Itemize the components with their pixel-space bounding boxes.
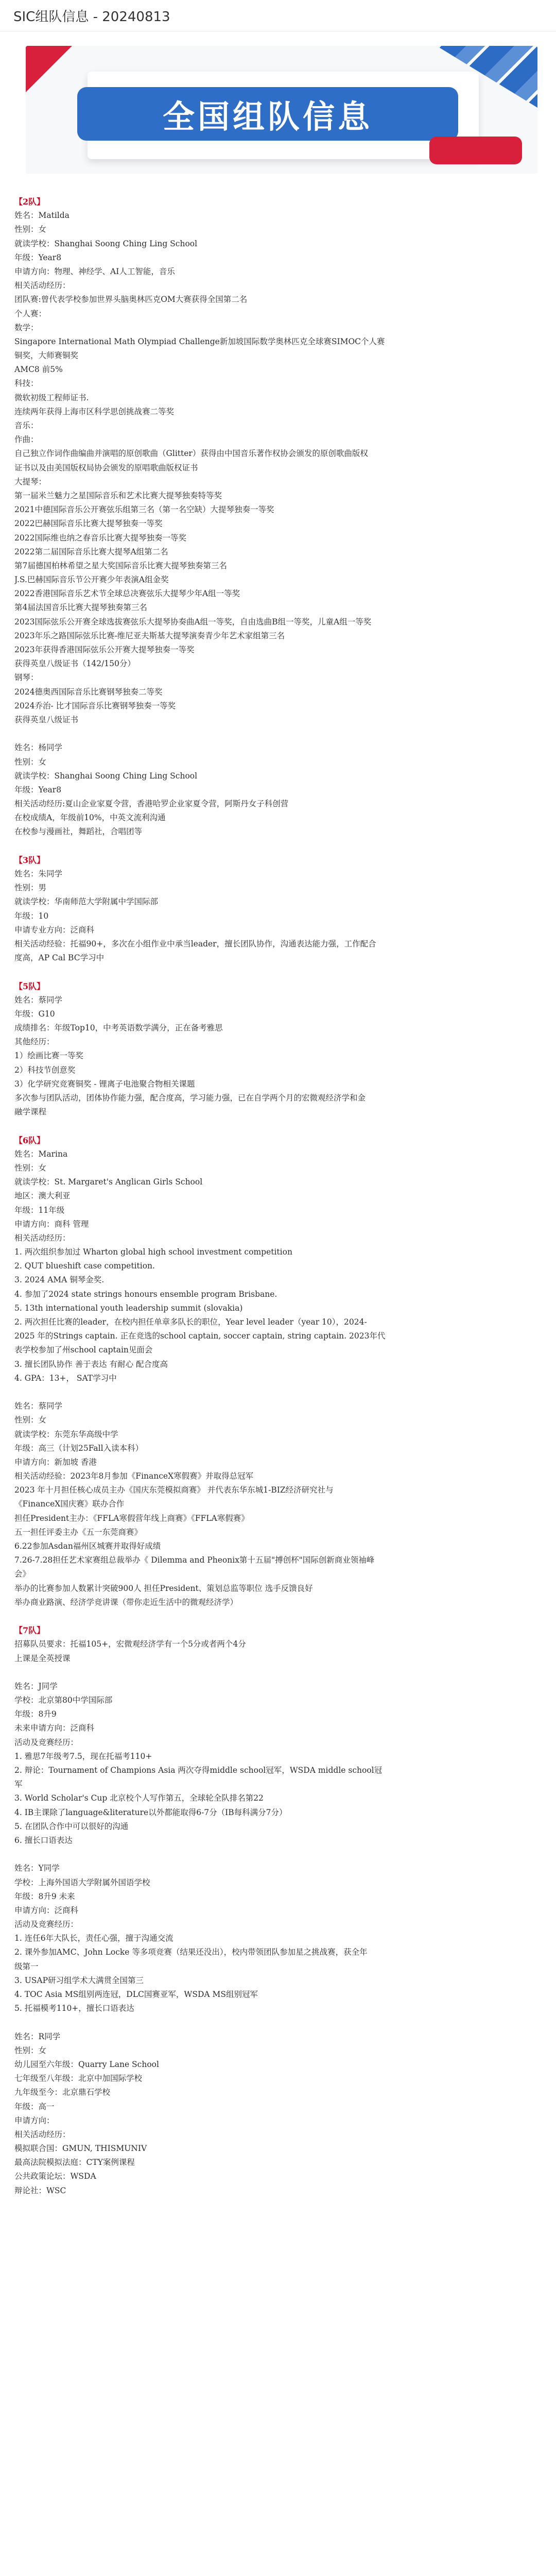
paragraph-gap — [14, 2015, 550, 2029]
text-line: 3. USAP研习组学术大满贯全国第三 — [14, 1975, 144, 1985]
text-line: 性别：女 — [14, 1415, 47, 1425]
paragraph-gap — [14, 839, 550, 853]
text-line: 姓名：Y同学 — [14, 1863, 60, 1873]
text-line: 在校成绩A，年级前10%，中英文流利沟通 — [14, 813, 166, 823]
text-line: 2. 辩论：Tournament of Champions Asia 两次夺得middle school冠军，WSDA middle school冠 — [14, 1766, 383, 1775]
text-line: 《FinanceX国庆赛》联办合作 — [14, 1499, 125, 1509]
text-line: 3）化学研究竞赛铜奖 - 锂离子电池聚合物相关课题 — [14, 1079, 195, 1089]
text-line: 九年级至今：北京鼎石学校 — [14, 2088, 111, 2097]
text-line: 就读学校：Shanghai Soong Ching Ling School — [14, 771, 198, 781]
paragraph-gap — [14, 965, 550, 979]
banner-image — [26, 46, 537, 174]
text-line: 2. 课外参加AMC、John Locke 等多项竞赛（结果还没出），校内带领团队参加星之挑战赛，获全年 — [14, 1947, 368, 1957]
text-line: 获得英皇八级证书（142/150分） — [14, 659, 135, 669]
article-body — [14, 195, 550, 2198]
text-line: 2022第二届国际音乐比赛大提琴A组第二名 — [14, 547, 168, 556]
text-line: 性别：男 — [14, 883, 47, 893]
text-line: 就读学校：St. Margaret's Anglican Girls School — [14, 1177, 203, 1187]
text-line: 模拟联合国：GMUN, THISMUNIV — [14, 2144, 147, 2154]
text-line: 大提琴： — [14, 477, 47, 486]
team-heading: 【2队】 — [14, 197, 45, 207]
text-line: 4. TOC Asia MS组别两连冠，DLC国赛亚军，WSDA MS组别冠军 — [14, 1990, 258, 1999]
text-line: 会》 — [14, 1569, 31, 1579]
text-line: 1. 雅思7年级考7.5，现在托福考110+ — [14, 1751, 152, 1761]
team-heading: 【3队】 — [14, 855, 45, 865]
text-line: 举办的比赛参加人数累计突破900人 担任President、策划总监等职位 选手反馈良好 — [14, 1583, 313, 1593]
text-line: 科技： — [14, 379, 39, 388]
text-line: 第一届米兰魅力之星国际音乐和艺术比赛大提琴独奏特等奖 — [14, 490, 222, 500]
paragraph-gap — [14, 1848, 550, 1861]
text-line: 五一担任评委主办《五一东莞商赛》 — [14, 1527, 143, 1537]
text-line: 其他经历： — [14, 1037, 55, 1047]
text-line: 活动及竞赛经历： — [14, 1737, 79, 1747]
text-line: 申请方向：商科 管理 — [14, 1219, 89, 1229]
text-line: 成绩排名：年级Top10，中考英语数学满分，正在备考雅思 — [14, 1023, 223, 1033]
text-line: 相关活动经历:夏山企业家夏令营，香港哈罗企业家夏令营，阿斯丹女子科创营 — [14, 799, 289, 809]
text-line: 2023 年十月担任核心成员主办《国庆东莞模拟商赛》 并代表东华东城1-BIZ经济研究社与 — [14, 1485, 334, 1495]
team-heading: 【7队】 — [14, 1625, 45, 1636]
text-line: 1. 两次组织参加过 Wharton global high school investment competition — [14, 1247, 292, 1257]
page-header — [0, 0, 556, 31]
text-line: 多次参与团队活动，团体协作能力强，配合度高，学习能力强，已在自学两个月的宏微观经济学和金 — [14, 1093, 366, 1103]
text-line: 个人赛： — [14, 309, 47, 318]
text-line: 钢琴： — [14, 673, 39, 683]
banner-title-bar — [77, 87, 458, 141]
text-line: 学校：北京第80中学国际部 — [14, 1696, 113, 1705]
text-line: 年级：8升9 未来 — [14, 1891, 75, 1901]
text-line: 担任President主办：《FFLA寒假营年线上商赛》《FFLA寒假赛》 — [14, 1513, 249, 1523]
text-line: 5. 托福模考110+，擅长口语表达 — [14, 2004, 134, 2013]
text-line: 3. 2024 AMA 铜琴金奖. — [14, 1275, 105, 1285]
text-line: 6.22参加Asdan福州区城赛并取得好成绩 — [14, 1541, 161, 1551]
text-line: 地区：澳大利亚 — [14, 1191, 71, 1201]
text-line: 4. 参加了2024 state strings honours ensemble program Brisbane. — [14, 1289, 277, 1299]
text-line: 作曲： — [14, 435, 39, 445]
text-line: 微软初级工程师证书. — [14, 393, 89, 402]
text-line: 自己独立作词作曲编曲并演唱的原创歌曲（Glitter）获得由中国音乐著作权协会颁发的原创歌曲版权 — [14, 449, 368, 459]
paragraph-gap — [14, 1385, 550, 1399]
text-line: 2025 年的Strings captain. 正在竞选的school captain, soccer captain, string captain. 2023年代 — [14, 1331, 386, 1341]
text-line: 活动及竞赛经历： — [14, 1920, 79, 1929]
text-line: 七年级至八年级：北京中加国际学校 — [14, 2074, 143, 2083]
text-line: 相关活动经历： — [14, 2129, 71, 2139]
text-line: 性别：女 — [14, 2045, 47, 2055]
text-line: 证书以及由美国版权局协会颁发的原唱歌曲版权证书 — [14, 463, 198, 472]
text-line: 年级：8升9 — [14, 1709, 57, 1719]
text-line: 在校参与漫画社，舞蹈社，合唱团等 — [14, 827, 143, 837]
text-line: 相关活动经验：托福90+，多次在小组作业中承当leader，擅长团队协作，沟通表达能力强，工作配合 — [14, 939, 376, 948]
text-line: 学校：上海外国语大学附属外国语学校 — [14, 1877, 150, 1887]
text-line: 2023国际弦乐公开赛全球选拔赛弦乐大提琴协奏曲A组一等奖，自由选曲B组一等奖，儿童A组一等奖 — [14, 617, 372, 626]
paragraph-gap — [14, 727, 550, 741]
text-line: 幼儿园至六年级：Quarry Lane School — [14, 2059, 159, 2069]
text-line: 相关活动经历： — [14, 281, 71, 291]
text-line: 就读学校：Shanghai Soong Ching Ling School — [14, 239, 198, 248]
text-line: 6. 擅长口语表达 — [14, 1835, 73, 1845]
text-line: 1）绘画比赛一等奖 — [14, 1051, 83, 1061]
text-line: 音乐： — [14, 421, 39, 430]
text-line: 表学校参加了州school captain见面会 — [14, 1345, 153, 1355]
text-line: 3. 擅长团队协作 善于表达 有耐心 配合度高 — [14, 1359, 168, 1369]
text-line: 军 — [14, 1780, 23, 1789]
text-line: 级第一 — [14, 1961, 39, 1971]
text-line: 上课是全英授课 — [14, 1653, 71, 1663]
text-line: 度高，AP Cal BC学习中 — [14, 953, 105, 963]
text-line: 第7届德国柏林希望之星大奖国际音乐比赛大提琴独奏第三名 — [14, 561, 227, 570]
text-line: 2022巴赫国际音乐比赛大提琴独奏一等奖 — [14, 519, 163, 529]
text-line: 辩论社：WSC — [14, 2185, 66, 2195]
text-line: 申请方向：泛商科 — [14, 1905, 79, 1915]
team-heading: 【6队】 — [14, 1135, 45, 1145]
text-line: 1. 连任6年大队长，责任心强，擅于沟通交流 — [14, 1934, 173, 1943]
text-line: 举办商业路演、经济学竞讲课（带你走近生活中的微观经济学） — [14, 1597, 238, 1607]
page-title: SIC组队信息 - 20240813 — [13, 9, 170, 25]
text-line: 年级：高一 — [14, 2102, 55, 2111]
text-line: 申请方向：物理、神经学、AI人工智能，音乐 — [14, 266, 175, 276]
text-line: 2021中德国际音乐公开赛弦乐组第三名（第一名空缺）大提琴独奏一等奖 — [14, 505, 274, 515]
text-line: 2023年获得香港国际弦乐公开赛大提琴独奏一等奖 — [14, 645, 195, 654]
text-line: 性别：女 — [14, 1163, 47, 1173]
text-line: 年级：G10 — [14, 1009, 55, 1019]
text-line: 年级：11年级 — [14, 1205, 65, 1215]
text-line: 5. 13th international youth leadership summit (slovakia) — [14, 1303, 243, 1313]
text-line: 连续两年获得上海市区科学思创挑战赛二等奖 — [14, 406, 175, 416]
text-line: 3. World Scholar's Cup 北京校个人写作第五，全球轮全队排名第22 — [14, 1793, 264, 1803]
paragraph-gap — [14, 1609, 550, 1623]
text-line: 铜奖，大师赛铜奖 — [14, 351, 79, 361]
text-line: 姓名：朱同学 — [14, 869, 63, 878]
text-line: 性别：女 — [14, 757, 47, 767]
text-line: 年级：Year8 — [14, 252, 62, 262]
text-line: J.S.巴赫国际音乐节公开赛少年表演A组金奖 — [14, 575, 169, 585]
team-heading: 【5队】 — [14, 981, 45, 991]
text-line: 2022香港国际音乐艺术节全球总决赛弦乐大提琴少年A组一等奖 — [14, 589, 240, 599]
text-line: AMC8 前5% — [14, 365, 63, 375]
text-line: 就读学校：华南师范大学附属中学国际部 — [14, 897, 159, 907]
text-line: 性别：女 — [14, 225, 47, 234]
text-line: 2）科技节创意奖 — [14, 1065, 76, 1075]
text-line: 4. GPA：13+， SAT学习中 — [14, 1373, 117, 1383]
text-line: 招募队员要求：托福105+，宏微观经济学有一个5分或者两个4分 — [14, 1639, 246, 1649]
text-line: 7.26-7.28担任艺术家赛组总裁举办《 Dilemma and Pheonix第十五届"搏创杯"国际创新商业领袖峰 — [14, 1555, 375, 1565]
paragraph-gap — [14, 1666, 550, 1680]
text-line: 2. QUT blueshift case competition. — [14, 1261, 155, 1271]
text-line: 未来申请方向：泛商科 — [14, 1723, 95, 1733]
text-line: 年级：Year8 — [14, 785, 62, 794]
text-line: 团队赛:曾代表学校参加世界头脑奥林匹克OM大赛获得全国第二名 — [14, 295, 248, 304]
text-line: 2024乔治- 比才国际音乐比赛钢琴独奏一等奖 — [14, 701, 176, 710]
text-line: 公共政策论坛：WSDA — [14, 2172, 96, 2181]
text-line: 姓名：R同学 — [14, 2031, 61, 2041]
text-line: 4. IB主课除了language&literature以外都能取得6-7分（IB每科满分7分） — [14, 1807, 287, 1817]
text-line: Singapore International Math Olympiad Challenge新加坡国际数学奥林匹克全球赛SIMOC个人赛 — [14, 336, 385, 346]
text-line: 年级：10 — [14, 911, 49, 921]
banner-red-tab — [429, 137, 522, 164]
paragraph-gap — [14, 1119, 550, 1133]
text-line: 相关活动经历： — [14, 1233, 71, 1243]
text-line: 相关活动经验：2023年8月参加《FinanceX寒假赛》并取得总冠军 — [14, 1471, 254, 1481]
banner-red-corner — [26, 46, 72, 92]
text-line: 2022国际维也纳之春音乐比赛大提琴独奏一等奖 — [14, 533, 186, 543]
text-line: 融学课程 — [14, 1107, 47, 1117]
text-line: 5. 在团队合作中可以很好的沟通 — [14, 1821, 129, 1831]
text-line: 数学： — [14, 323, 39, 332]
text-line: 就读学校：东莞东华高级中学 — [14, 1429, 118, 1439]
text-line: 2023年乐之路国际弦乐比赛-维尼亚夫斯基大提琴演奏青少年艺术家组第三名 — [14, 631, 285, 640]
text-line: 姓名：Marina — [14, 1149, 68, 1159]
text-line: 最高法院模拟法庭：CTY案例课程 — [14, 2158, 135, 2167]
text-line: 2. 两次担任比赛的leader，在校内担任单章多队长的职位，Year level leader（year 10），2024- — [14, 1317, 367, 1327]
text-line: 姓名：Matilda — [14, 211, 70, 221]
banner-title: 全国组队信息 — [162, 97, 373, 135]
text-line: 姓名：杨同学 — [14, 743, 63, 753]
text-line: 获得英皇八级证书 — [14, 715, 79, 724]
text-line: 2024德奥西国际音乐比赛钢琴独奏二等奖 — [14, 687, 163, 697]
text-line: 申请方向： — [14, 2115, 55, 2125]
text-line: 申请方向：新加坡 香港 — [14, 1457, 97, 1467]
text-line: 第4届法国音乐比赛大提琴独奏第三名 — [14, 603, 147, 613]
text-line: 姓名：蔡同学 — [14, 1401, 63, 1411]
text-line: 申请专业方向：泛商科 — [14, 925, 95, 935]
text-line: 姓名：J同学 — [14, 1681, 58, 1691]
text-line: 姓名：蔡同学 — [14, 995, 63, 1005]
text-line: 年级：高三（计划25Fall入读本科） — [14, 1443, 144, 1453]
